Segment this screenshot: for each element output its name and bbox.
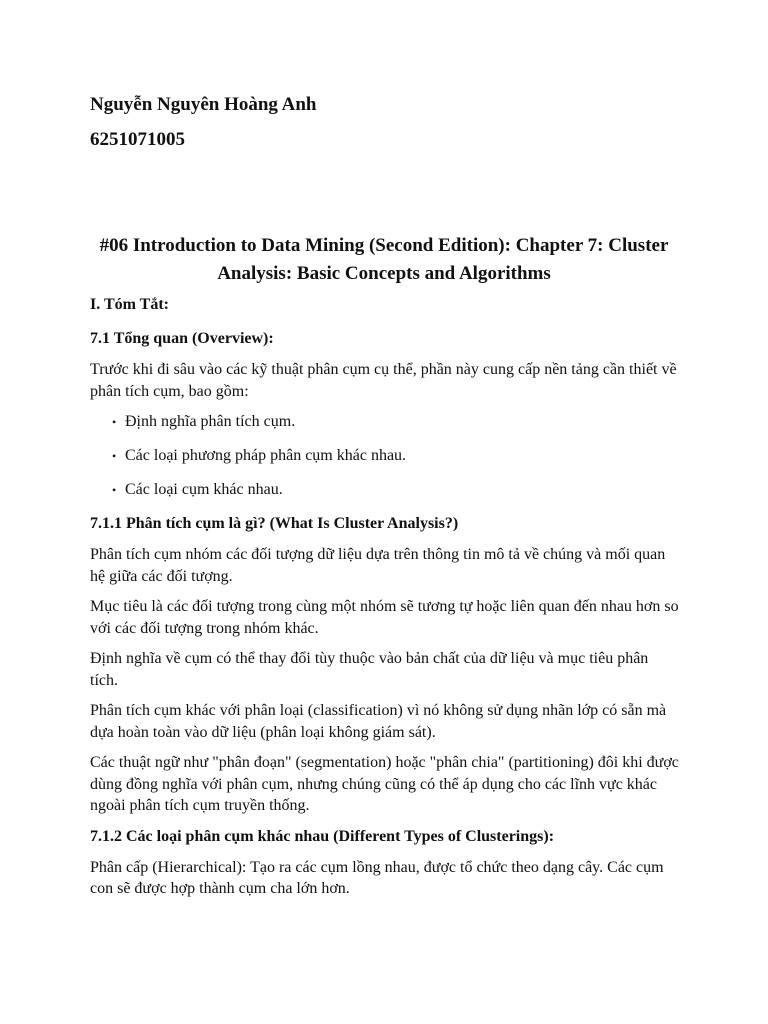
list-item-text: Các loại phương pháp phân cụm khác nhau.	[125, 447, 407, 464]
document-body	[90, 294, 680, 909]
body-paragraph: Phân tích cụm khác với phân loại (classification) vì nó không sử dụng nhãn lớp có sẵn mà dựa hoàn toàn vào dữ liệu (phân loại không giám sát).	[90, 702, 667, 741]
section-heading-types-of-clusterings: 7.1.2 Các loại phân cụm khác nhau (Different Types of Clusterings):	[90, 827, 555, 845]
list-item-text: Định nghĩa phân tích cụm.	[125, 413, 296, 430]
section-heading-summary: I. Tóm Tắt:	[90, 296, 169, 313]
section-heading-overview: 7.1 Tổng quan (Overview):	[90, 330, 274, 347]
body-paragraph: Phân cấp (Hierarchical): Tạo ra các cụm lồng nhau, được tổ chức theo dạng cây. Các cụm con sẽ được hợp thành cụm cha lớn hơn.	[90, 858, 664, 897]
bullet-icon: •	[112, 415, 117, 429]
body-paragraph: Phân tích cụm nhóm các đối tượng dữ liệu dựa trên thông tin mô tả về chúng và mối quan hệ giữa các đối tượng.	[90, 546, 666, 585]
student-id: 6251071005	[90, 129, 185, 150]
list-item	[90, 411, 680, 432]
body-paragraph: Các thuật ngữ như "phân đoạn" (segmentation) hoặc "phân chia" (partitioning) đôi khi được dùng đồng nghĩa với phân cụm, nhưng chúng cũng có thể áp dụng cho các lĩnh vực khác ngoài phân tích cụm truyền thống.	[90, 754, 679, 814]
list-item-text: Các loại cụm khác nhau.	[125, 481, 283, 498]
section-heading-what-is-cluster-analysis: 7.1.1 Phân tích cụm là gì? (What Is Cluster Analysis?)	[90, 515, 459, 532]
document-title: #06 Introduction to Data Mining (Second Edition): Chapter 7: Cluster Analysis: Basic Concepts and Algorithms	[99, 235, 669, 284]
body-paragraph: Mục tiêu là các đối tượng trong cùng một nhóm sẽ tương tự hoặc liên quan đến nhau hơn so với các đối tượng trong nhóm khác.	[90, 598, 679, 637]
bullet-icon: •	[112, 483, 117, 497]
list-item	[90, 479, 680, 500]
bullet-icon: •	[112, 449, 117, 463]
overview-bullet-list	[90, 411, 680, 500]
overview-intro-paragraph: Trước khi đi sâu vào các kỹ thuật phân cụm cụ thể, phần này cung cấp nền tảng cần thiết về phân tích cụm, bao gồm:	[90, 361, 677, 400]
list-item	[90, 445, 680, 466]
body-paragraph: Định nghĩa về cụm có thể thay đổi tùy thuộc vào bản chất của dữ liệu và mục tiêu phân tích.	[90, 650, 649, 689]
author-name: Nguyễn Nguyên Hoàng Anh	[90, 94, 317, 115]
